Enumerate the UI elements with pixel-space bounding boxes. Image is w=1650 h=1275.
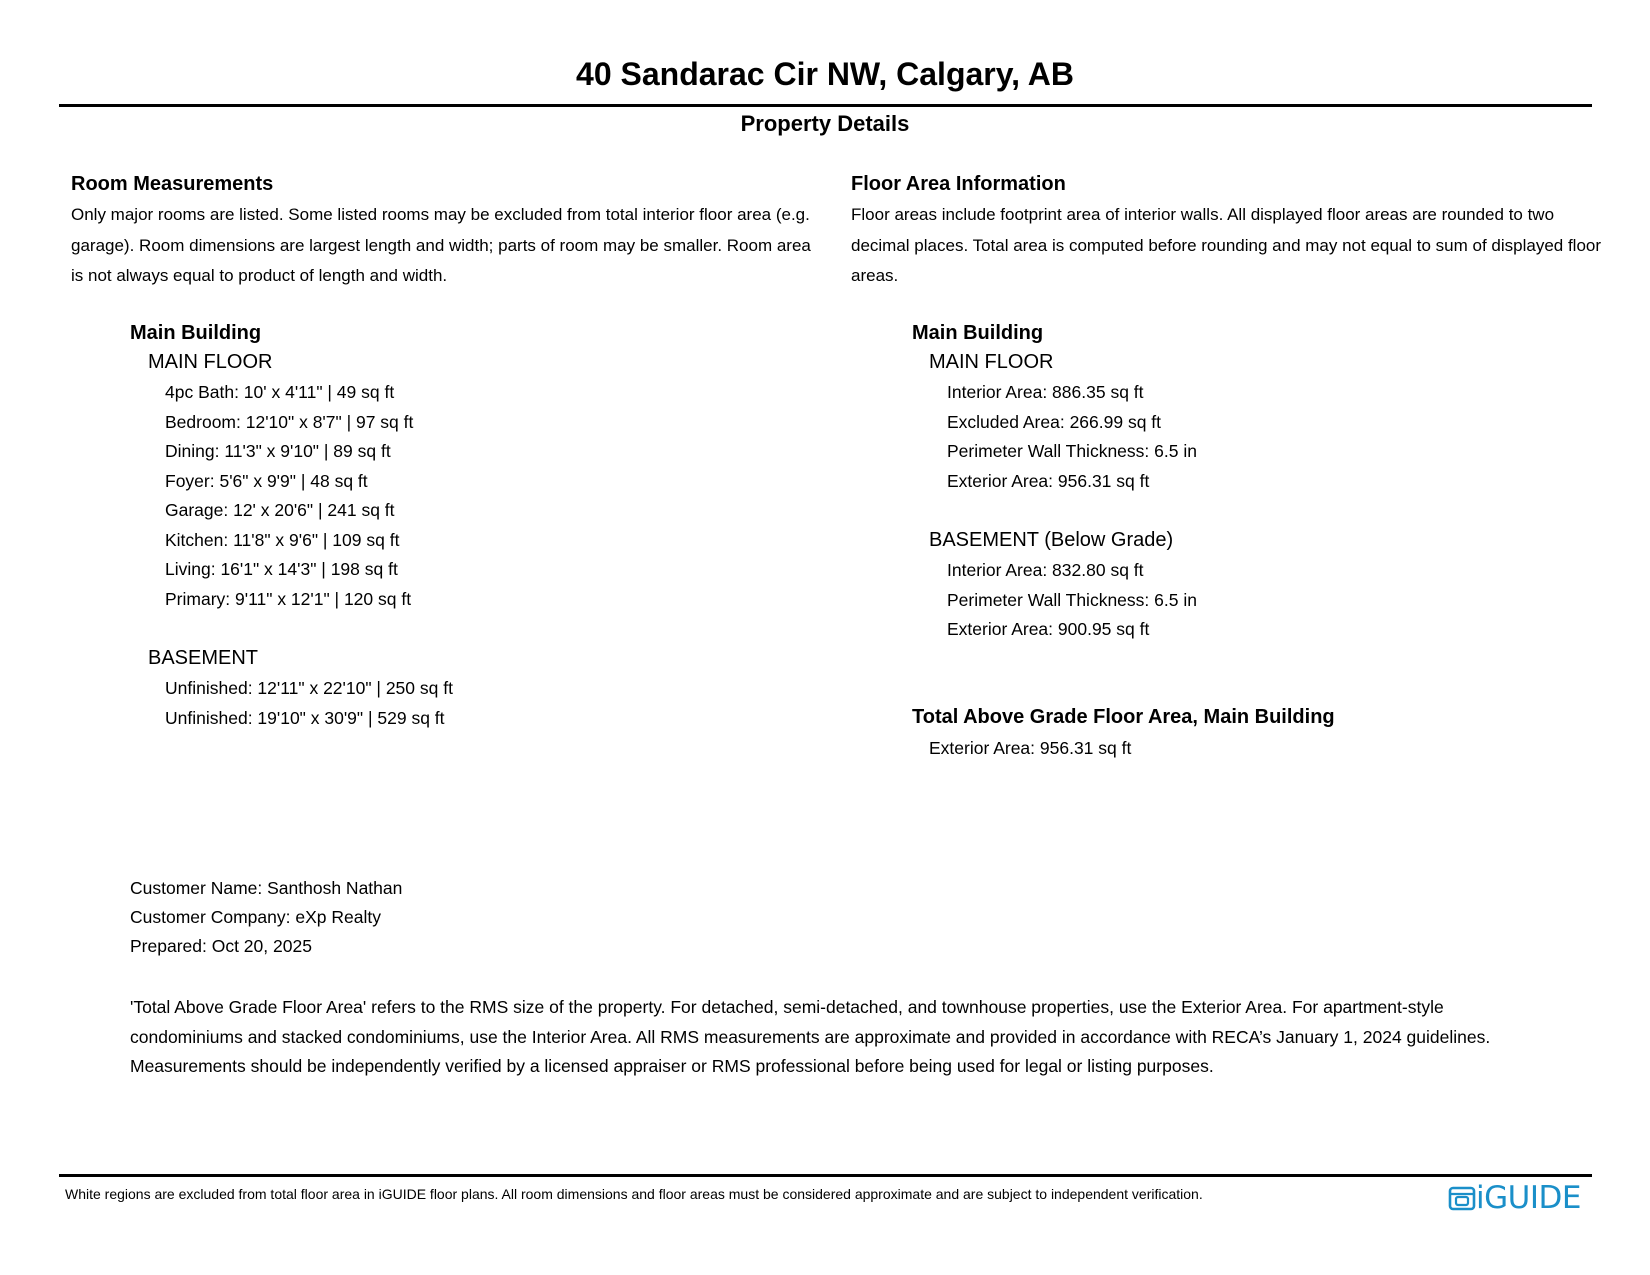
rooms-basement-list bbox=[165, 674, 453, 733]
room-measurements-heading: Room Measurements bbox=[71, 173, 274, 195]
room-item: 4pc Bath: 10' x 4'11" | 49 sq ft bbox=[165, 382, 395, 402]
room-item: Unfinished: 19'10" x 30'9" | 529 sq ft bbox=[165, 707, 445, 728]
footer-note: White regions are excluded from total floor area in iGUIDE floor plans. All room dimensions and floor areas must be considered approximate and are subject to independent verification. bbox=[65, 1186, 1203, 1202]
rooms-main-floor-label: MAIN FLOOR bbox=[148, 351, 273, 373]
floor-area-heading: Floor Area Information bbox=[851, 173, 1066, 195]
floor-area-main-floor-label: MAIN FLOOR bbox=[929, 351, 1054, 373]
page-subtitle: Property Details bbox=[740, 111, 910, 136]
room-item: Kitchen: 11'8" x 9'6" | 109 sq ft bbox=[165, 529, 400, 550]
customer-company: Customer Company: eXp Realty bbox=[130, 907, 381, 927]
room-item: Unfinished: 12'11" x 22'10" | 250 sq ft bbox=[165, 678, 453, 698]
floor-area-description: Floor areas include footprint area of interior walls. All displayed floor areas are rounded to two decimal places. Total area is computed before rounding and may not equal to sum of displayed floor areas. bbox=[851, 205, 1602, 285]
room-item: Dining: 11'3" x 9'10" | 89 sq ft bbox=[165, 441, 391, 461]
floor-area-basement-label: BASEMENT (Below Grade) bbox=[929, 529, 1174, 551]
area-item: Exterior Area: 956.31 sq ft bbox=[947, 470, 1150, 491]
room-measurements-description: Only major rooms are listed. Some listed rooms may be excluded from total interior floor area (e.g. garage). Room dimensions are largest length and width; parts of room may be smaller. Room area is not always equal to product of length and width. bbox=[71, 205, 811, 285]
area-item: Exterior Area: 900.95 sq ft bbox=[947, 619, 1150, 639]
area-item: Interior Area: 832.80 sq ft bbox=[947, 560, 1144, 580]
room-item: Garage: 12' x 20'6" | 241 sq ft bbox=[165, 500, 395, 520]
total-area-value: Exterior Area: 956.31 sq ft bbox=[929, 738, 1132, 758]
prepared-date: Prepared: Oct 20, 2025 bbox=[130, 936, 312, 956]
total-area-heading: Total Above Grade Floor Area, Main Building bbox=[912, 706, 1335, 728]
footer-divider bbox=[59, 1174, 1592, 1177]
area-item: Interior Area: 886.35 sq ft bbox=[947, 382, 1144, 402]
room-item: Foyer: 5'6" x 9'9" | 48 sq ft bbox=[165, 470, 368, 491]
logo-text: iGUIDE bbox=[1476, 1180, 1581, 1216]
customer-name: Customer Name: Santhosh Nathan bbox=[130, 878, 403, 898]
area-item: Perimeter Wall Thickness: 6.5 in bbox=[947, 441, 1197, 461]
room-item: Bedroom: 12'10" x 8'7" | 97 sq ft bbox=[165, 411, 414, 432]
page-title: 40 Sandarac Cir NW, Calgary, AB bbox=[576, 56, 1074, 92]
rooms-building-heading: Main Building bbox=[130, 322, 262, 344]
room-item: Living: 16'1" x 14'3" | 198 sq ft bbox=[165, 559, 398, 579]
area-item: Perimeter Wall Thickness: 6.5 in bbox=[947, 589, 1197, 610]
iguide-logo bbox=[1448, 1180, 1581, 1216]
rms-disclaimer: 'Total Above Grade Floor Area' refers to the RMS size of the property. For detached, semi-detached, and townhouse properties, use the Exterior Area. For apartment-style condominiums and stacked condominiums, use the Interior Area. All RMS measurements are approximate and provided in accordance with RECA’s January 1, 2024 guidelines. Measurements should be independently verified by a licensed appraiser or RMS professional before being used for legal or listing purposes. bbox=[130, 997, 1491, 1076]
rooms-main-floor-list bbox=[165, 378, 413, 614]
camera-icon bbox=[1448, 1184, 1476, 1212]
floor-area-basement-list bbox=[947, 556, 1197, 645]
floor-area-main-floor-list bbox=[947, 378, 1197, 496]
header-divider bbox=[59, 104, 1592, 107]
floor-area-building-heading: Main Building bbox=[912, 322, 1044, 344]
room-item: Primary: 9'11" x 12'1" | 120 sq ft bbox=[165, 588, 412, 609]
rooms-basement-label: BASEMENT bbox=[148, 647, 259, 669]
area-item: Excluded Area: 266.99 sq ft bbox=[947, 411, 1162, 432]
